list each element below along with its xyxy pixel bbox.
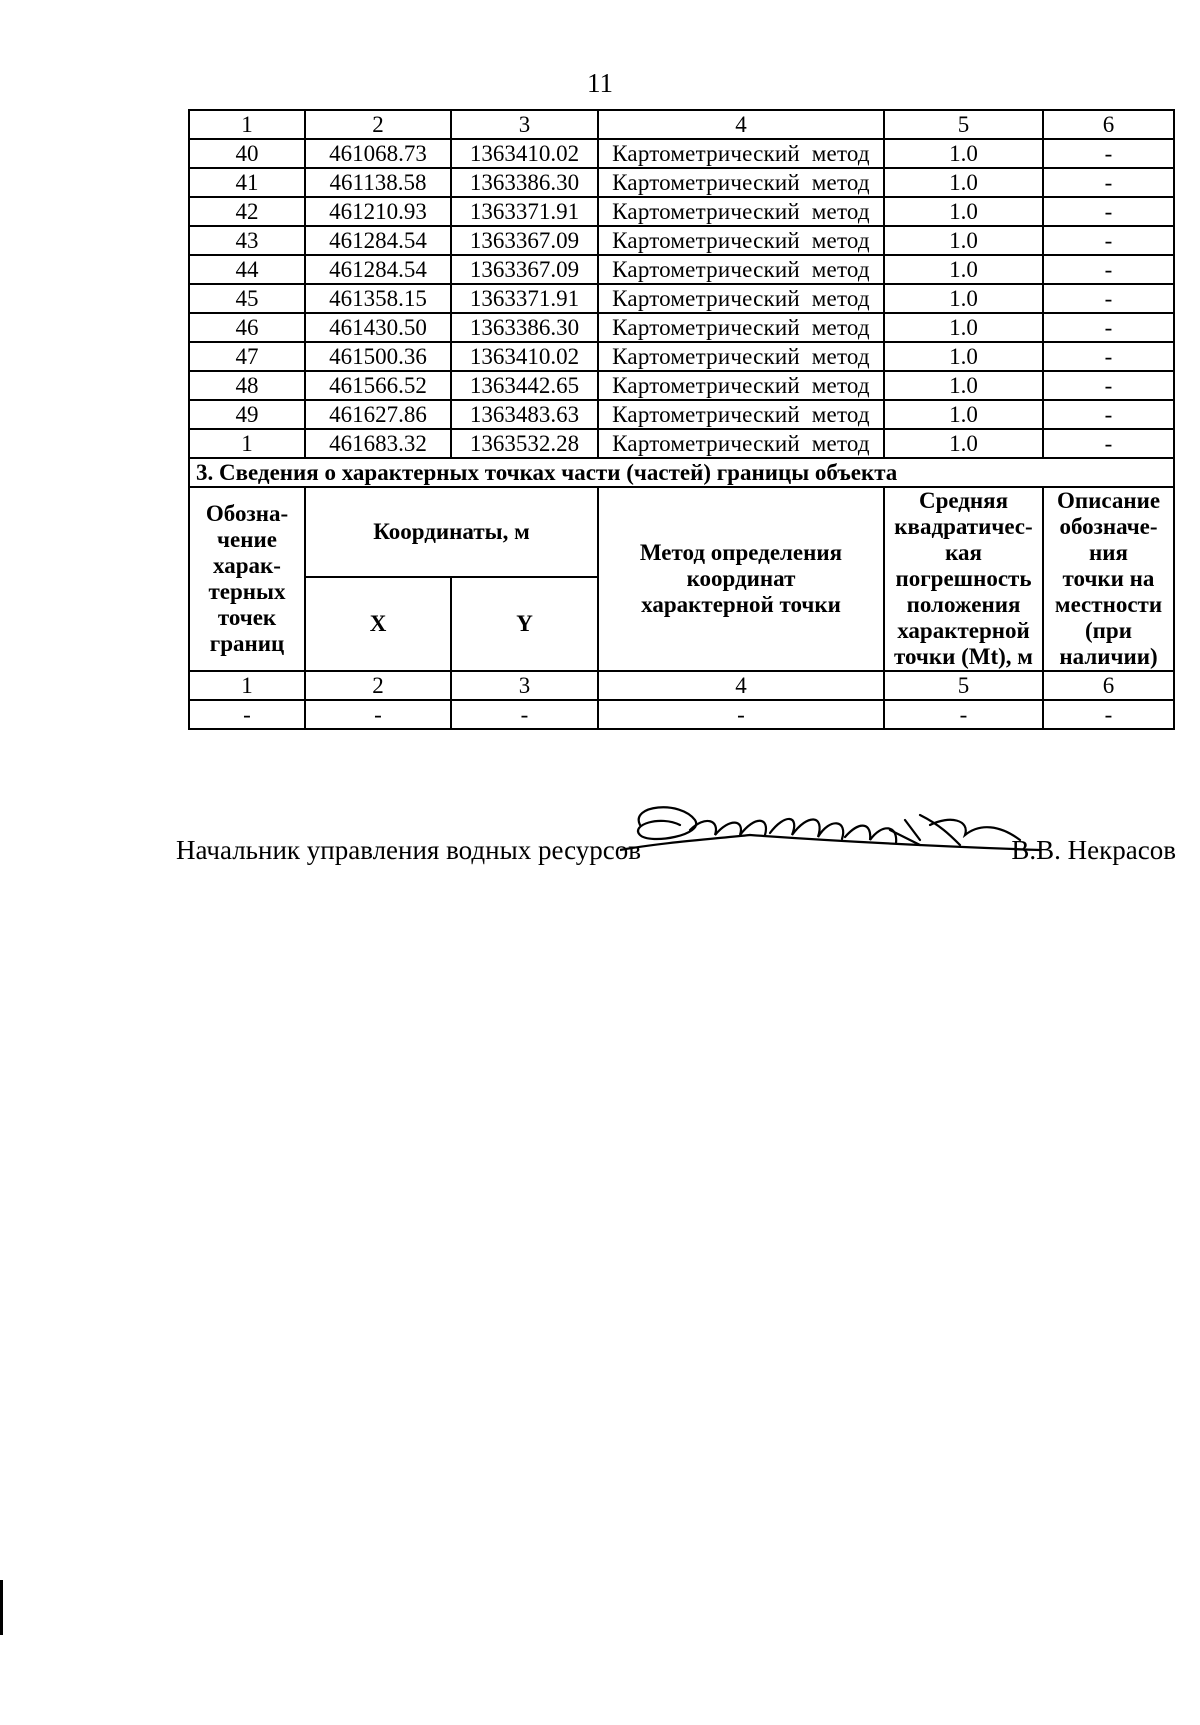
- page-number: 11: [587, 68, 613, 98]
- coord-x-cell: 461284.54: [305, 255, 451, 284]
- method-cell: Картометрический метод: [598, 429, 884, 458]
- coord-y-cell: 1363410.02: [451, 342, 598, 371]
- error-mt-cell: 1.0: [884, 255, 1043, 284]
- header-x: X: [305, 577, 451, 671]
- error-mt-cell: 1.0: [884, 313, 1043, 342]
- method-cell: Картометрический метод: [598, 342, 884, 371]
- header-method: Метод определения координат характерной точки: [598, 487, 884, 671]
- point-number-cell: 42: [189, 197, 305, 226]
- number-cell: 2: [305, 671, 451, 700]
- error-mt-cell: 1.0: [884, 197, 1043, 226]
- coord-y-cell: 1363483.63: [451, 400, 598, 429]
- coord-x-cell: 461566.52: [305, 371, 451, 400]
- error-mt-cell: 1.0: [884, 371, 1043, 400]
- point-number-cell: 48: [189, 371, 305, 400]
- header-cell: 2: [305, 110, 451, 139]
- method-cell: Картометрический метод: [598, 226, 884, 255]
- table-row: [189, 429, 1174, 458]
- table-row: [189, 400, 1174, 429]
- method-cell: Картометрический метод: [598, 168, 884, 197]
- coord-y-cell: 1363532.28: [451, 429, 598, 458]
- description-cell: -: [1043, 197, 1174, 226]
- signatory-title: Начальник управления водных ресурсов: [176, 835, 641, 865]
- method-cell: Картометрический метод: [598, 284, 884, 313]
- signatory-name: В.В. Некрасов: [1011, 835, 1176, 865]
- coord-x-cell: 461358.15: [305, 284, 451, 313]
- handwritten-signature: [620, 795, 1060, 875]
- error-mt-cell: 1.0: [884, 226, 1043, 255]
- header-y: Y: [451, 577, 598, 671]
- coord-y-cell: 1363371.91: [451, 197, 598, 226]
- point-number-cell: 47: [189, 342, 305, 371]
- description-cell: -: [1043, 400, 1174, 429]
- table-row: [189, 284, 1174, 313]
- header-cell: 4: [598, 110, 884, 139]
- dash-cell: -: [598, 700, 884, 729]
- coord-x-cell: 461500.36: [305, 342, 451, 371]
- method-cell: Картометрический метод: [598, 139, 884, 168]
- coord-y-cell: 1363367.09: [451, 226, 598, 255]
- coord-y-cell: 1363410.02: [451, 139, 598, 168]
- error-mt-cell: 1.0: [884, 168, 1043, 197]
- section3-data-row: [189, 700, 1174, 729]
- description-cell: -: [1043, 226, 1174, 255]
- point-number-cell: 45: [189, 284, 305, 313]
- table-row: [189, 197, 1174, 226]
- header-cell: 1: [189, 110, 305, 139]
- table-row: [189, 255, 1174, 284]
- dash-cell: -: [305, 700, 451, 729]
- description-cell: -: [1043, 429, 1174, 458]
- section3-title-row: [189, 458, 1174, 487]
- error-mt-cell: 1.0: [884, 139, 1043, 168]
- method-cell: Картометрический метод: [598, 313, 884, 342]
- scan-edge-mark: [0, 1580, 3, 1635]
- method-cell: Картометрический метод: [598, 400, 884, 429]
- header-cell: 6: [1043, 110, 1174, 139]
- header-error: Средняя квадратичес- кая погрешность положения характерной точки (Mt), м: [884, 487, 1043, 671]
- coord-y-cell: 1363386.30: [451, 313, 598, 342]
- number-cell: 1: [189, 671, 305, 700]
- method-cell: Картометрический метод: [598, 371, 884, 400]
- table-body: [189, 110, 1174, 458]
- table-row: [189, 342, 1174, 371]
- description-cell: -: [1043, 255, 1174, 284]
- coord-y-cell: 1363442.65: [451, 371, 598, 400]
- number-cell: 4: [598, 671, 884, 700]
- coord-x-cell: 461627.86: [305, 400, 451, 429]
- table-row: [189, 139, 1174, 168]
- point-number-cell: 43: [189, 226, 305, 255]
- header-point-designation: Обозна- чение харак- терных точек границ: [189, 487, 305, 671]
- point-number-cell: 41: [189, 168, 305, 197]
- table-row: [189, 371, 1174, 400]
- point-number-cell: 44: [189, 255, 305, 284]
- coord-y-cell: 1363386.30: [451, 168, 598, 197]
- header-cell: 5: [884, 110, 1043, 139]
- coord-x-cell: 461210.93: [305, 197, 451, 226]
- table-row: [189, 226, 1174, 255]
- error-mt-cell: 1.0: [884, 429, 1043, 458]
- number-cell: 3: [451, 671, 598, 700]
- point-number-cell: 1: [189, 429, 305, 458]
- coord-x-cell: 461284.54: [305, 226, 451, 255]
- coord-y-cell: 1363371.91: [451, 284, 598, 313]
- coord-x-cell: 461068.73: [305, 139, 451, 168]
- error-mt-cell: 1.0: [884, 342, 1043, 371]
- section3-title: 3. Сведения о характерных точках части (частей) границы объекта: [189, 458, 1174, 487]
- header-coordinates: Координаты, м: [305, 487, 598, 577]
- description-cell: -: [1043, 342, 1174, 371]
- number-cell: 5: [884, 671, 1043, 700]
- error-mt-cell: 1.0: [884, 400, 1043, 429]
- dash-cell: -: [189, 700, 305, 729]
- point-number-cell: 49: [189, 400, 305, 429]
- number-cell: 6: [1043, 671, 1174, 700]
- dash-cell: -: [451, 700, 598, 729]
- table-row: [189, 168, 1174, 197]
- method-cell: Картометрический метод: [598, 255, 884, 284]
- method-cell: Картометрический метод: [598, 197, 884, 226]
- dash-cell: -: [1043, 700, 1174, 729]
- column-number-row: [189, 110, 1174, 139]
- coord-y-cell: 1363367.09: [451, 255, 598, 284]
- coord-x-cell: 461683.32: [305, 429, 451, 458]
- description-cell: -: [1043, 284, 1174, 313]
- boundary-points-table: [188, 109, 1175, 730]
- coord-x-cell: 461430.50: [305, 313, 451, 342]
- section3-body: [189, 458, 1174, 729]
- dash-cell: -: [884, 700, 1043, 729]
- error-mt-cell: 1.0: [884, 284, 1043, 313]
- header-cell: 3: [451, 110, 598, 139]
- description-cell: -: [1043, 139, 1174, 168]
- section3-header-row: [189, 487, 1174, 577]
- section3-number-row: [189, 671, 1174, 700]
- table-row: [189, 313, 1174, 342]
- point-number-cell: 46: [189, 313, 305, 342]
- coord-x-cell: 461138.58: [305, 168, 451, 197]
- header-description: Описание обозначе- ния точки на местности (при наличии): [1043, 487, 1174, 671]
- point-number-cell: 40: [189, 139, 305, 168]
- description-cell: -: [1043, 371, 1174, 400]
- description-cell: -: [1043, 313, 1174, 342]
- description-cell: -: [1043, 168, 1174, 197]
